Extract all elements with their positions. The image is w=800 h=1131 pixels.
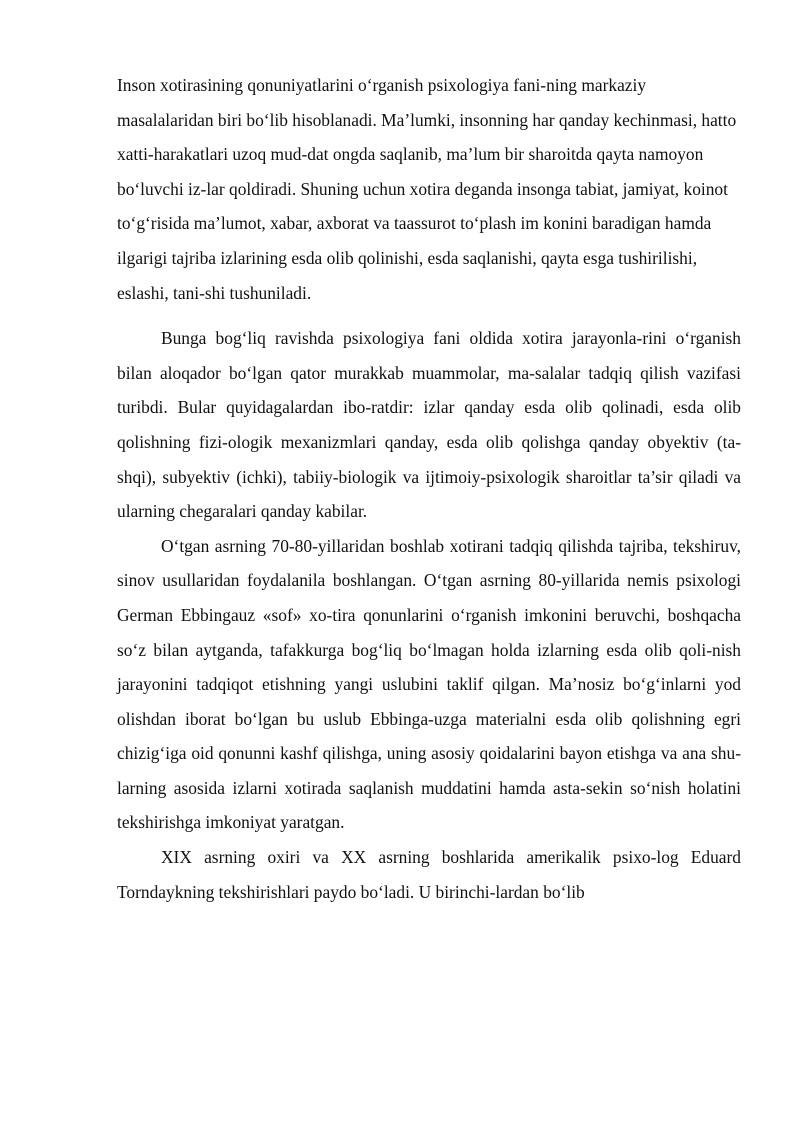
document-page [117, 68, 741, 909]
paragraph-1: Inson xotirasining qonuniyatlarini o‘rganish psixologiya fani-ning markaziy masalalaridan biri bo‘lib hisoblanadi. Ma’lumki, insonning har qanday kechinmasi, hatto xatti-harakatlari uzoq mud-dat ongda saqlanib, ma’lum bir sharoitda qayta namoyon bo‘luvchi iz-lar qoldiradi. Shuning uchun xotira deganda insonga tabiat, jamiyat, koinot to‘g‘risida ma’lumot, xabar, axborat va taassurot to‘plash im konini baradigan hamda ilgarigi tajriba izlarining esda olib qolinishi, esda saqlanishi, qayta esga tushirilishi, eslashi, tani-shi tushuniladi. [117, 75, 737, 303]
paragraph-2: Bunga bog‘liq ravishda psixologiya fani oldida xotira jarayonla-rini o‘rganish bilan aloqador bo‘lgan qator murakkab muammolar, ma-salalar tadqiq qilish vazifasi turibdi. Bular quyidagalardan ibo-ratdir: izlar qanday esda olib qolinadi, esda olib qolishning fizi-ologik mexanizmlari qanday, esda olib qolishga qanday obyektiv (ta-shqi), subyektiv (ichki), tabiiy-biologik va ijtimoiy-psixologik sharoitlar ta’sir qiladi va ularning chegaralari qanday kabilar. [117, 328, 741, 522]
paragraph-3: O‘tgan asrning 70-80-yillaridan boshlab xotirani tadqiq qilishda tajriba, tekshiruv, sinov usullaridan foydalanila boshlangan. O‘tgan asrning 80-yillarida nemis psixologi German Ebbingauz «sof» xo-tira qonunlarini o‘rganish imkonini beruvchi, boshqacha so‘z bilan aytganda, tafakkurga bog‘liq bo‘lmagan holda izlarning esda olib qoli-nish jarayonini tadqiqot etishning yangi uslubini taklif qilgan. Ma’nosiz bo‘g‘inlarni yod olishdan iborat bo‘lgan bu uslub Ebbinga-uzga materialni esda olib qolishning egri chizig‘iga oid qonunni kashf qilishga, uning asosiy qoidalarini bayon etishga va ana shu-larning asosida izlarni xotirada saqlanish muddatini hamda asta-sekin so‘nish holatini tekshirishga imkoniyat yaratgan. [117, 535, 741, 833]
paragraph-4: XIX asrning oxiri va XX asrning boshlarida amerikalik psixo-log Eduard Torndaykning tekshirishlari paydo bo‘ladi. U birinchi-lardan bo‘lib [117, 847, 741, 902]
